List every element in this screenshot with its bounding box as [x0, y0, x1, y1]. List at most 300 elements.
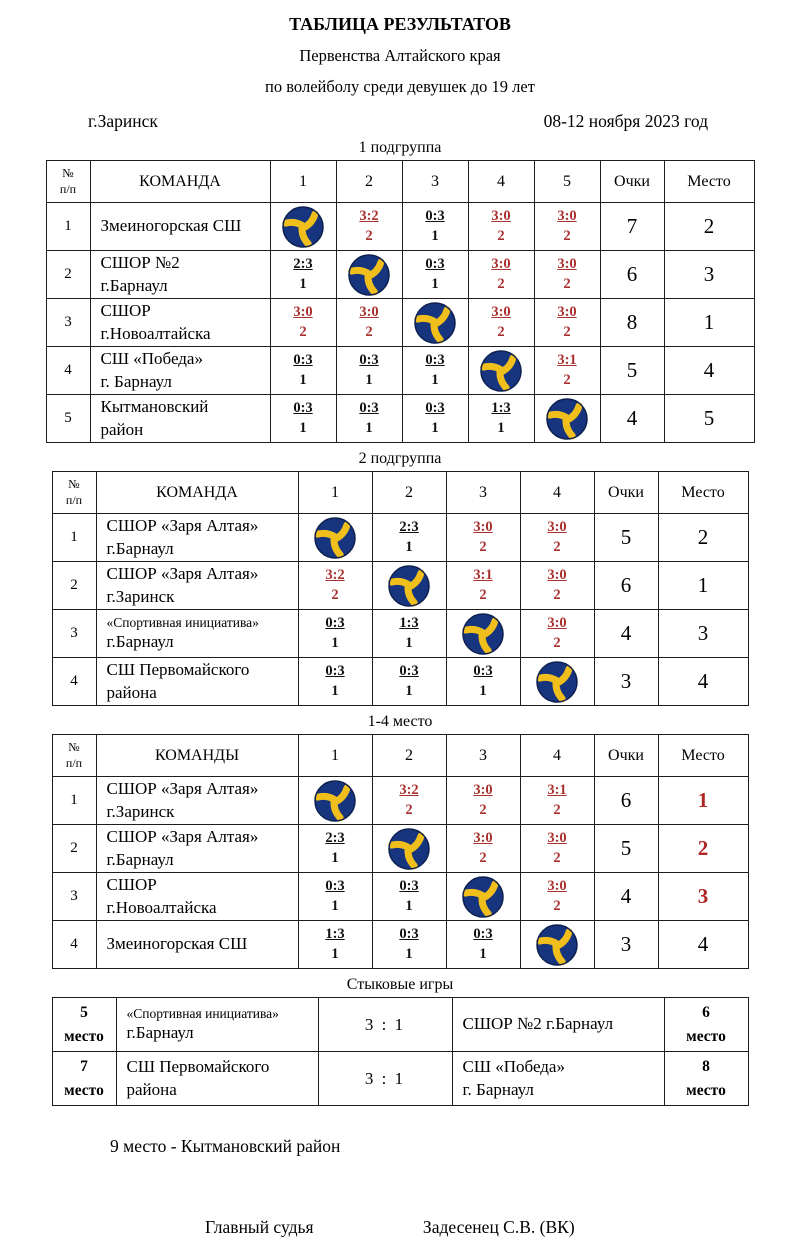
right-place-cell: 8 место [664, 1052, 748, 1106]
match-sets-point: 2 [563, 227, 571, 244]
match-sets-point: 1 [365, 371, 373, 388]
team-name-line: СШ Первомайского [106, 660, 250, 680]
place-cell: 2 [658, 825, 748, 873]
group-2-table [52, 471, 749, 706]
col-header-num: № п/п [46, 161, 90, 203]
match-score: 0:3 [325, 614, 345, 631]
team-cell [90, 251, 270, 299]
place-cell: 2 [664, 203, 754, 251]
match-sets-point: 2 [563, 275, 571, 292]
match-sets-point: 1 [299, 419, 307, 436]
match-score: 3:0 [557, 207, 577, 224]
document-title: ТАБЛИЦА РЕЗУЛЬТАТОВ [289, 14, 511, 34]
playoff-row [52, 998, 748, 1052]
match-score-cell [468, 299, 534, 347]
match-score: 1:3 [399, 614, 419, 631]
match-score-cell [270, 395, 336, 443]
meta-row [0, 111, 800, 132]
team-row [46, 347, 754, 395]
match-sets-point: 1 [299, 275, 307, 292]
match-score-cell [298, 921, 372, 969]
place-cell: 5 [664, 395, 754, 443]
match-score-cell [446, 921, 520, 969]
match-score-cell [402, 347, 468, 395]
group-2-caption: 2 подгруппа [358, 450, 442, 467]
match-sets-point: 2 [365, 227, 373, 244]
self-match-cell [520, 921, 594, 969]
col-header-place: Место [658, 735, 748, 777]
col-header-opponent-4: 4 [520, 472, 594, 514]
group-3-caption: 1-4 место [367, 713, 433, 730]
match-sets-point: 2 [497, 323, 505, 340]
dates-label: 08-12 ноября 2023 год [543, 111, 708, 131]
match-score-cell [298, 562, 372, 610]
match-score-cell [446, 658, 520, 706]
team-cell [96, 562, 298, 610]
team-name-line: «Спортивная инициатива» [106, 614, 259, 630]
match-score-cell [446, 562, 520, 610]
match-score-cell [336, 299, 402, 347]
playoff-container [0, 976, 800, 1106]
match-score-cell [336, 347, 402, 395]
match-score: 3:0 [491, 207, 511, 224]
place-cell: 1 [664, 299, 754, 347]
row-number: 3 [46, 299, 90, 347]
playoff-row [52, 1052, 748, 1106]
match-score: 3:1 [547, 781, 567, 798]
match-score-cell [520, 873, 594, 921]
team-cell [90, 299, 270, 347]
self-match-cell [372, 562, 446, 610]
match-sets-point: 1 [299, 371, 307, 388]
match-score: 3:0 [547, 877, 567, 894]
match-score: 0:3 [473, 925, 493, 942]
match-score-cell [446, 514, 520, 562]
points-cell: 6 [600, 251, 664, 299]
team-cell [96, 777, 298, 825]
team-name-line: Кытмановский [100, 397, 209, 417]
col-header-opponent-4: 4 [520, 735, 594, 777]
team-row [46, 203, 754, 251]
match-score: 3:0 [547, 829, 567, 846]
match-score-cell [372, 873, 446, 921]
match-score-cell [534, 347, 600, 395]
match-score: 0:3 [359, 399, 379, 416]
match-score-cell [270, 299, 336, 347]
team-name-line: СШОР №2 г.Барнаул [462, 1014, 614, 1034]
place-cell: 4 [658, 921, 748, 969]
match-sets-point: 1 [405, 897, 413, 914]
match-sets-point: 2 [563, 371, 571, 388]
team-name-line: СШОР [100, 301, 151, 321]
match-score-cell [298, 658, 372, 706]
points-cell: 4 [594, 610, 658, 658]
team-name-line: Змеиногорская СШ [106, 934, 248, 954]
match-score-cell [468, 251, 534, 299]
match-score-cell [372, 610, 446, 658]
match-score-cell [298, 825, 372, 873]
playoff-score-cell: 3 : 1 [318, 998, 452, 1052]
playoff-table [52, 997, 749, 1106]
match-score: 0:3 [399, 877, 419, 894]
match-score: 3:2 [325, 566, 345, 583]
col-header-opponent-4: 4 [468, 161, 534, 203]
match-score: 1:3 [491, 399, 511, 416]
volleyball-icon [461, 875, 505, 919]
col-header-points: Очки [594, 472, 658, 514]
team-name-line: «Спортивная инициатива» [126, 1005, 279, 1021]
left-team-cell [116, 1052, 318, 1106]
col-header-points: Очки [594, 735, 658, 777]
group-1-caption: 1 подгруппа [358, 139, 442, 156]
match-sets-point: 1 [331, 682, 339, 699]
match-sets-point: 2 [553, 634, 561, 651]
match-sets-point: 1 [431, 275, 439, 292]
team-name-line: г.Заринск [106, 801, 175, 821]
match-sets-point: 2 [563, 323, 571, 340]
chief-judge-name: Задесенец С.В. (ВК) [422, 1217, 575, 1237]
place-cell: 3 [658, 610, 748, 658]
points-cell: 7 [600, 203, 664, 251]
team-cell [90, 347, 270, 395]
row-number: 3 [52, 610, 96, 658]
match-score-cell [534, 299, 600, 347]
self-match-cell [270, 203, 336, 251]
match-sets-point: 1 [365, 419, 373, 436]
match-sets-point: 2 [553, 586, 561, 603]
match-score-cell [298, 873, 372, 921]
team-row [46, 251, 754, 299]
team-name-line: г.Новоалтайска [106, 897, 217, 917]
match-score: 3:0 [359, 303, 379, 320]
team-name-line: г. Барнаул [462, 1079, 534, 1099]
col-header-opponent-2: 2 [372, 735, 446, 777]
match-sets-point: 1 [497, 419, 505, 436]
col-header-opponent-1: 1 [298, 735, 372, 777]
col-header-opponent-5: 5 [534, 161, 600, 203]
match-score-cell [298, 610, 372, 658]
team-row [46, 299, 754, 347]
match-sets-point: 1 [331, 849, 339, 866]
match-sets-point: 1 [331, 897, 339, 914]
points-cell: 8 [600, 299, 664, 347]
match-score-cell [270, 251, 336, 299]
team-name-line: г.Заринск [106, 586, 175, 606]
team-name-line: СШ «Победа» [462, 1057, 565, 1077]
chief-judge-label: Главный судья [205, 1217, 314, 1237]
left-place-cell: 5 место [52, 998, 116, 1052]
match-sets-point: 2 [553, 538, 561, 555]
match-score: 0:3 [425, 207, 445, 224]
row-number: 2 [52, 825, 96, 873]
match-sets-point: 2 [553, 849, 561, 866]
team-name-line: район [100, 419, 144, 439]
team-name-line: СШОР [106, 875, 157, 895]
self-match-cell [336, 251, 402, 299]
match-score-cell [534, 203, 600, 251]
self-match-cell [446, 610, 520, 658]
place-cell: 4 [664, 347, 754, 395]
team-row [52, 562, 748, 610]
self-match-cell [298, 777, 372, 825]
team-cell [96, 921, 298, 969]
match-sets-point: 2 [479, 849, 487, 866]
match-sets-point: 1 [405, 538, 413, 555]
city-label: г.Заринск [88, 111, 158, 131]
match-score: 2:3 [399, 518, 419, 535]
team-cell [90, 203, 270, 251]
self-match-cell [446, 873, 520, 921]
match-score: 3:2 [359, 207, 379, 224]
volleyball-icon [347, 253, 391, 297]
match-score: 3:0 [547, 518, 567, 535]
points-cell: 5 [600, 347, 664, 395]
match-score-cell [446, 777, 520, 825]
place-cell: 2 [658, 514, 748, 562]
col-header-opponent-1: 1 [270, 161, 336, 203]
team-name-line: г.Барнаул [106, 538, 174, 558]
self-match-cell [520, 658, 594, 706]
match-score-cell [402, 203, 468, 251]
right-team-cell [452, 998, 664, 1052]
match-sets-point: 1 [405, 634, 413, 651]
col-header-team: КОМАНДА [90, 161, 270, 203]
team-name-line: г.Новоалтайска [100, 323, 211, 343]
match-score: 3:0 [473, 829, 493, 846]
match-score-cell [468, 395, 534, 443]
match-score-cell [402, 395, 468, 443]
team-cell [96, 658, 298, 706]
team-name-line: СШОР «Заря Алтая» [106, 516, 259, 536]
team-name-line: района [126, 1079, 177, 1099]
row-number: 1 [52, 777, 96, 825]
row-number: 1 [52, 514, 96, 562]
match-sets-point: 1 [479, 945, 487, 962]
match-score-cell [336, 203, 402, 251]
match-score: 3:0 [473, 518, 493, 535]
match-score: 0:3 [399, 925, 419, 942]
match-score-cell [372, 777, 446, 825]
volleyball-icon [313, 516, 357, 560]
left-team-cell [116, 998, 318, 1052]
col-header-opponent-2: 2 [372, 472, 446, 514]
volleyball-icon [413, 301, 457, 345]
place-cell: 1 [658, 562, 748, 610]
col-header-opponent-2: 2 [336, 161, 402, 203]
match-score: 2:3 [325, 829, 345, 846]
match-score: 0:3 [293, 351, 313, 368]
col-header-opponent-1: 1 [298, 472, 372, 514]
match-sets-point: 2 [299, 323, 307, 340]
match-sets-point: 2 [497, 227, 505, 244]
team-name-line: СШОР «Заря Алтая» [106, 827, 259, 847]
volleyball-icon [387, 827, 431, 871]
team-name-line: г.Барнаул [106, 849, 174, 869]
table-header-row [52, 472, 748, 514]
match-score: 0:3 [473, 662, 493, 679]
row-number: 4 [46, 347, 90, 395]
row-number: 5 [46, 395, 90, 443]
points-cell: 3 [594, 658, 658, 706]
points-cell: 4 [594, 873, 658, 921]
team-cell [96, 825, 298, 873]
match-score: 3:0 [547, 566, 567, 583]
col-header-opponent-3: 3 [402, 161, 468, 203]
match-score-cell [520, 825, 594, 873]
match-sets-point: 2 [553, 897, 561, 914]
col-header-team: КОМАНДА [96, 472, 298, 514]
team-cell [96, 514, 298, 562]
points-cell: 5 [594, 825, 658, 873]
match-score-cell [336, 395, 402, 443]
self-match-cell [534, 395, 600, 443]
match-score: 3:2 [399, 781, 419, 798]
match-score: 0:3 [325, 662, 345, 679]
right-team-cell [452, 1052, 664, 1106]
volleyball-icon [479, 349, 523, 393]
subtitle-discipline: по волейболу среди девушек до 19 лет [265, 77, 535, 96]
match-sets-point: 1 [431, 227, 439, 244]
volleyball-icon [545, 397, 589, 441]
match-score: 0:3 [293, 399, 313, 416]
match-score: 1:3 [325, 925, 345, 942]
match-sets-point: 2 [479, 801, 487, 818]
team-name-line: СШОР №2 [100, 253, 180, 273]
points-cell: 5 [594, 514, 658, 562]
team-name-line: г.Барнаул [106, 632, 174, 652]
col-header-place: Место [664, 161, 754, 203]
match-score-cell [372, 921, 446, 969]
col-header-opponent-3: 3 [446, 472, 520, 514]
team-name-line: СШ «Победа» [100, 349, 203, 369]
group-1-table [46, 160, 755, 443]
team-name-line: г.Барнаул [126, 1023, 194, 1043]
match-score-cell [520, 777, 594, 825]
match-score: 3:0 [491, 303, 511, 320]
match-score: 0:3 [425, 351, 445, 368]
signature-row [0, 1217, 800, 1238]
match-score: 3:0 [557, 303, 577, 320]
team-name-line: района [106, 682, 157, 702]
team-row [52, 777, 748, 825]
row-number: 2 [46, 251, 90, 299]
team-cell [96, 873, 298, 921]
match-score: 3:1 [473, 566, 493, 583]
match-sets-point: 2 [331, 586, 339, 603]
team-name-line: СШОР «Заря Алтая» [106, 779, 259, 799]
match-sets-point: 1 [431, 419, 439, 436]
team-row [52, 873, 748, 921]
match-score-cell [270, 347, 336, 395]
match-score: 3:1 [557, 351, 577, 368]
row-number: 3 [52, 873, 96, 921]
match-sets-point: 2 [479, 538, 487, 555]
volleyball-icon [535, 923, 579, 967]
match-sets-point: 1 [405, 682, 413, 699]
col-header-opponent-3: 3 [446, 735, 520, 777]
match-sets-point: 2 [405, 801, 413, 818]
volleyball-icon [461, 612, 505, 656]
team-row [52, 825, 748, 873]
left-place-cell: 7 место [52, 1052, 116, 1106]
group-tables-container [0, 139, 800, 969]
match-sets-point: 1 [405, 945, 413, 962]
match-score: 3:0 [557, 255, 577, 272]
place-cell: 3 [664, 251, 754, 299]
col-header-num: № п/п [52, 735, 96, 777]
match-score-cell [446, 825, 520, 873]
self-match-cell [298, 514, 372, 562]
match-sets-point: 2 [497, 275, 505, 292]
volleyball-icon [535, 660, 579, 704]
match-score-cell [468, 203, 534, 251]
match-score-cell [520, 514, 594, 562]
team-row [52, 658, 748, 706]
right-place-cell: 6 место [664, 998, 748, 1052]
match-sets-point: 1 [431, 371, 439, 388]
place-cell: 1 [658, 777, 748, 825]
match-score-cell [402, 251, 468, 299]
points-cell: 6 [594, 562, 658, 610]
col-header-place: Место [658, 472, 748, 514]
table-header-row [46, 161, 754, 203]
match-score: 0:3 [359, 351, 379, 368]
match-score: 0:3 [425, 399, 445, 416]
match-sets-point: 1 [479, 682, 487, 699]
match-score-cell [372, 658, 446, 706]
match-score-cell [520, 610, 594, 658]
match-sets-point: 1 [331, 634, 339, 651]
self-match-cell [468, 347, 534, 395]
ninth-place-note: 9 место - Кытмановский район [110, 1136, 341, 1156]
team-cell [90, 395, 270, 443]
points-cell: 3 [594, 921, 658, 969]
team-name-line: СШОР «Заря Алтая» [106, 564, 259, 584]
team-row [52, 921, 748, 969]
team-row [52, 610, 748, 658]
subtitle-championship: Первенства Алтайского края [299, 46, 501, 65]
table-header-row [52, 735, 748, 777]
match-score-cell [372, 514, 446, 562]
team-name-line: СШ Первомайского [126, 1057, 270, 1077]
match-score: 2:3 [293, 255, 313, 272]
match-score: 3:0 [473, 781, 493, 798]
self-match-cell [402, 299, 468, 347]
team-row [52, 514, 748, 562]
match-score: 0:3 [425, 255, 445, 272]
match-score: 0:3 [399, 662, 419, 679]
col-header-points: Очки [600, 161, 664, 203]
team-name-line: г.Барнаул [100, 275, 168, 295]
row-number: 2 [52, 562, 96, 610]
row-number: 4 [52, 658, 96, 706]
place-cell: 3 [658, 873, 748, 921]
match-score: 0:3 [325, 877, 345, 894]
points-cell: 4 [600, 395, 664, 443]
match-sets-point: 2 [479, 586, 487, 603]
place-cell: 4 [658, 658, 748, 706]
team-name-line: Змеиногорская СШ [100, 216, 242, 236]
playoff-score-cell: 3 : 1 [318, 1052, 452, 1106]
match-sets-point: 2 [553, 801, 561, 818]
match-score: 3:0 [293, 303, 313, 320]
volleyball-icon [387, 564, 431, 608]
team-cell [96, 610, 298, 658]
col-header-num: № п/п [52, 472, 96, 514]
points-cell: 6 [594, 777, 658, 825]
volleyball-icon [313, 779, 357, 823]
match-sets-point: 1 [331, 945, 339, 962]
